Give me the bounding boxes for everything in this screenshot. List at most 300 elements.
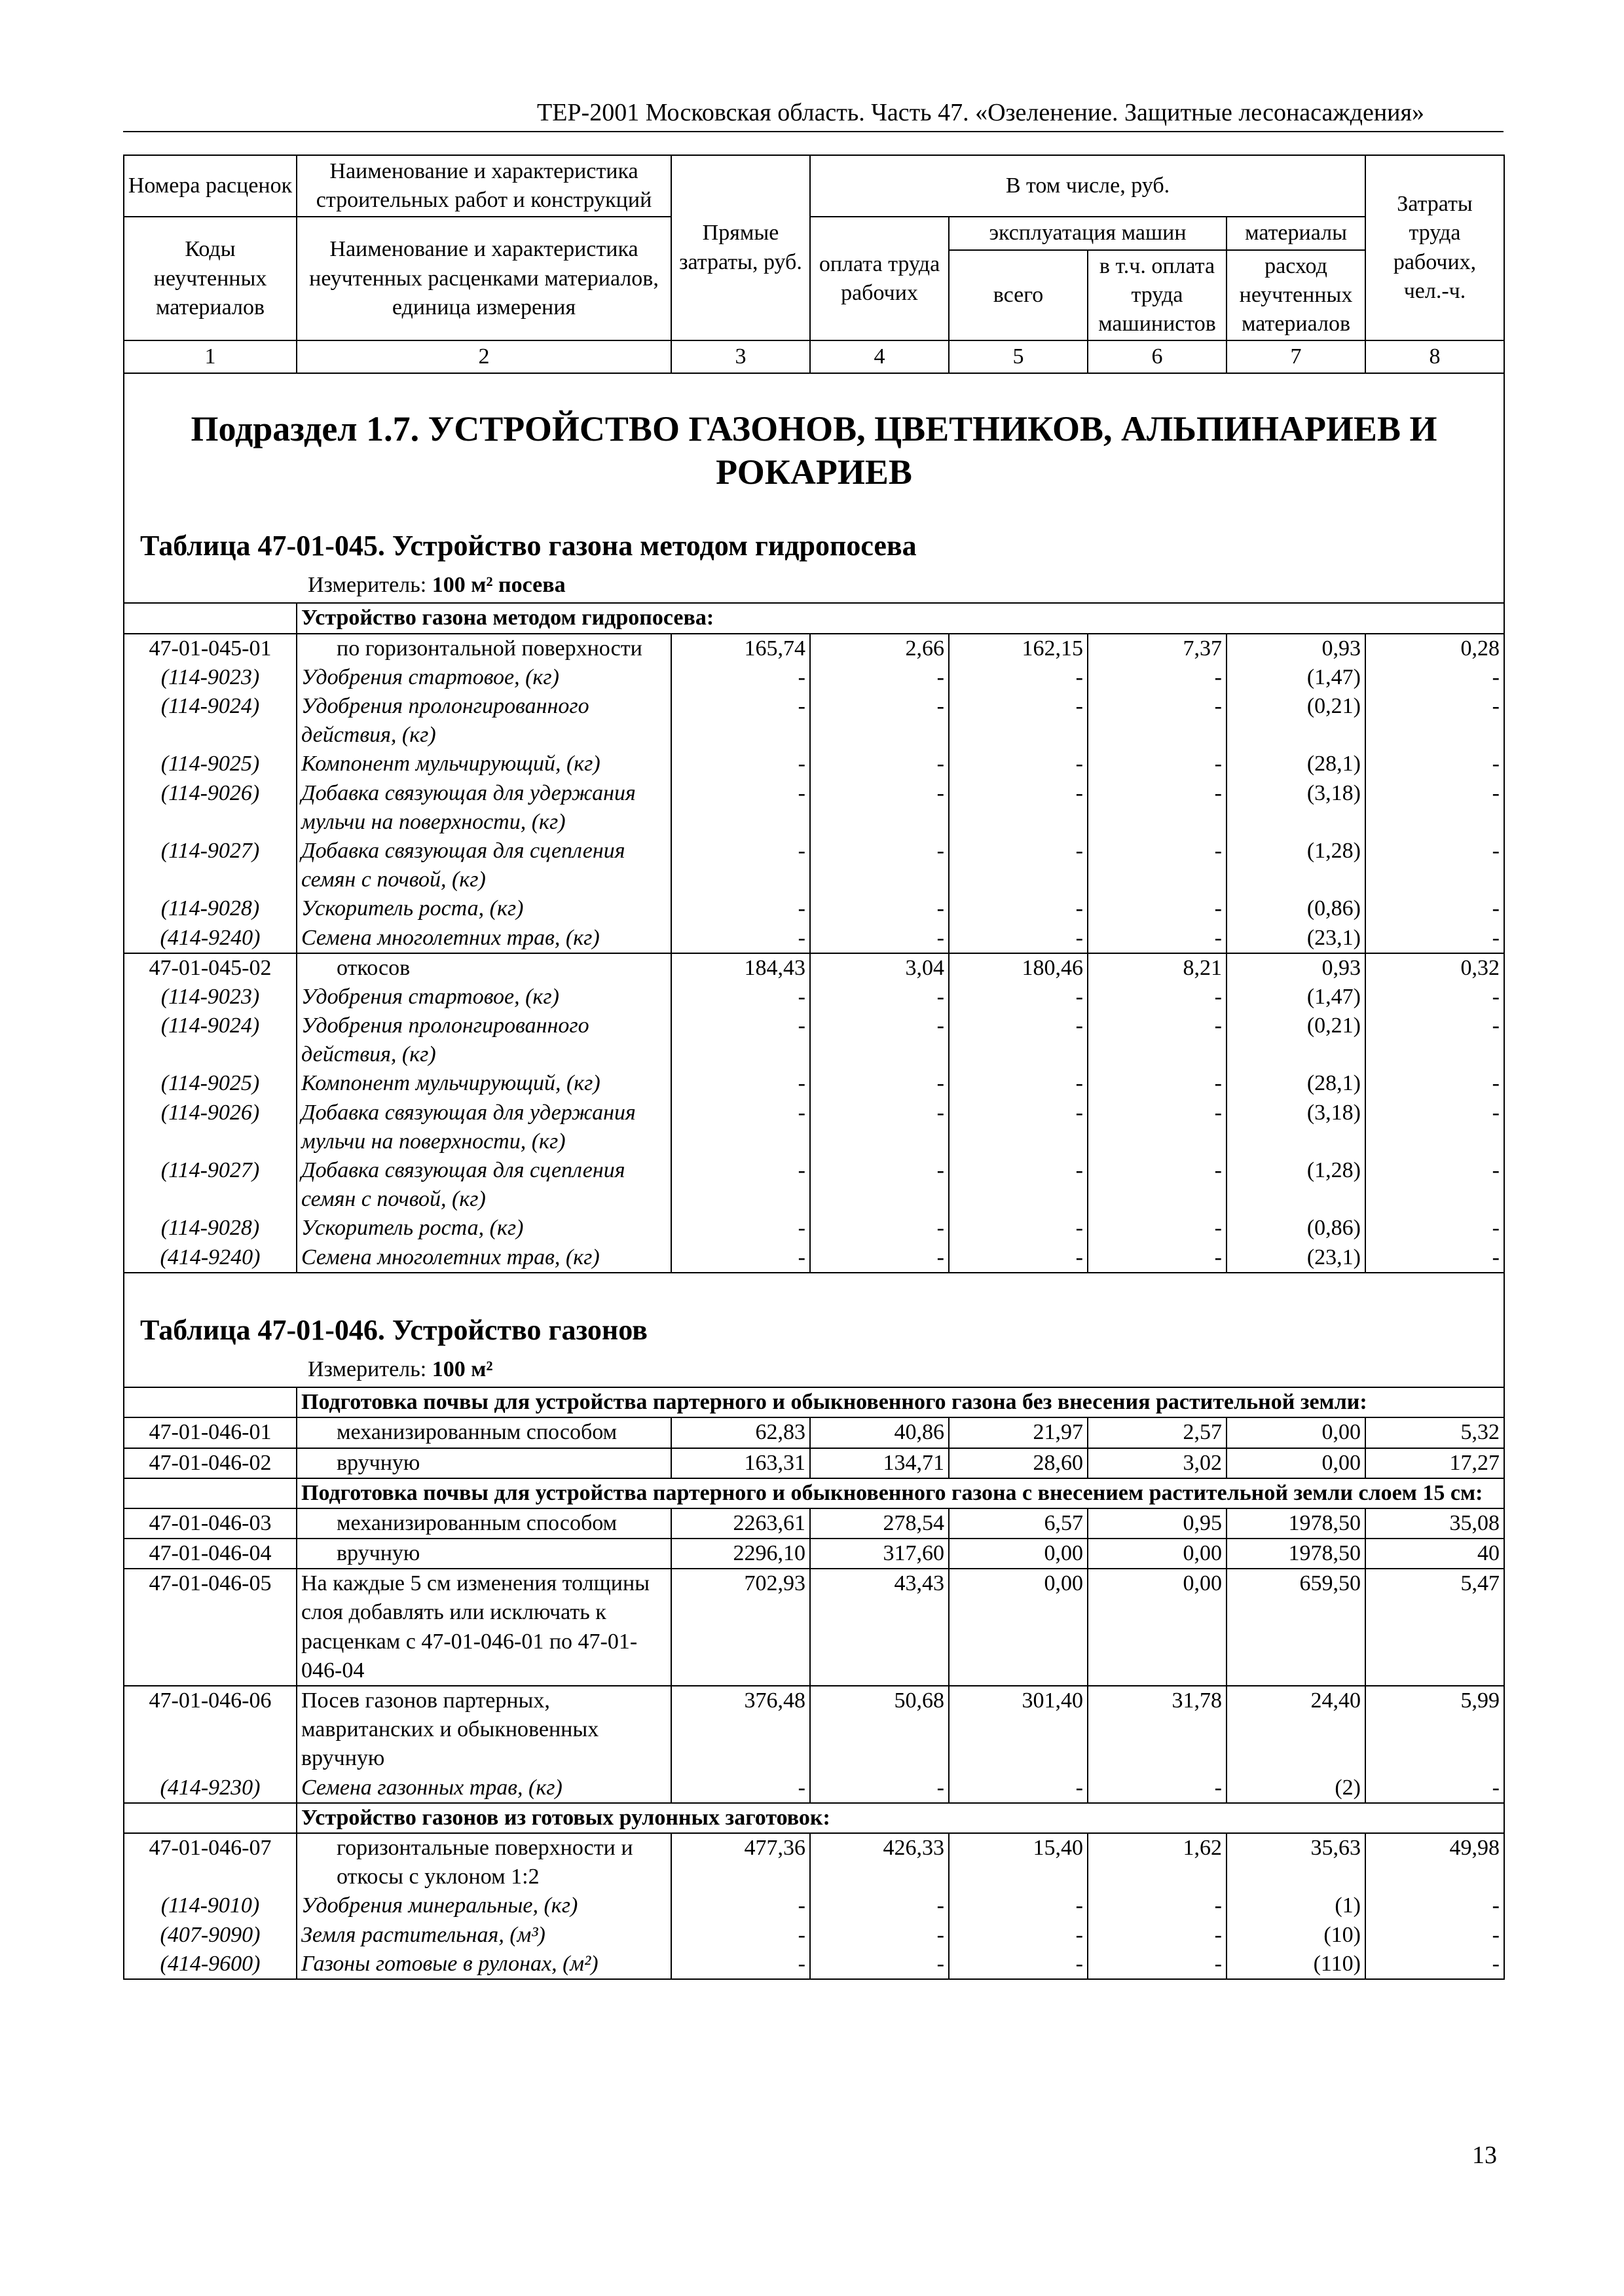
header-row-1 [124,155,1504,217]
row-value: 0,32 [1365,953,1504,983]
row-value: - [1365,1950,1504,1979]
column-numbers-row [124,340,1504,373]
row-value: 24,40 [1227,1686,1365,1774]
row-value: - [810,1243,949,1273]
row-value: - [1365,663,1504,692]
row-code: (114-9026) [124,1099,297,1156]
row-value: - [1365,1069,1504,1098]
column-number: 6 [1088,340,1227,373]
row-value: (0,21) [1227,692,1365,750]
row-code: 47-01-046-04 [124,1539,297,1569]
material-row [124,837,1504,894]
row-code: (114-9028) [124,1214,297,1243]
row-value: - [949,692,1088,750]
row-value: - [1365,1774,1504,1803]
row-value: 317,60 [810,1539,949,1569]
row-value: - [949,1774,1088,1803]
row-name: Ускоритель роста, (кг) [297,894,671,923]
row-name: Удобрения стартовое, (кг) [297,663,671,692]
material-row [124,663,1504,692]
row-code: (114-9010) [124,1891,297,1920]
row-name: Компонент мульчирующий, (кг) [297,1069,671,1098]
row-value: - [949,779,1088,837]
row-code: (414-9230) [124,1774,297,1803]
row-code: (414-9240) [124,1243,297,1273]
row-code: (414-9600) [124,1950,297,1979]
row-value: 15,40 [949,1833,1088,1891]
row-value: - [1365,983,1504,1011]
row-value: 7,37 [1088,634,1227,663]
row-value: - [810,692,949,750]
section-title-row [124,373,1504,514]
running-header: ТЕР-2001 Московская область. Часть 47. «Озеленение. Защитные лесонасаждения» [537,99,1424,126]
row-value: 2,66 [810,634,949,663]
row-value: 376,48 [671,1686,810,1774]
row-name: Удобрения пролонгированного действия, (кг) [297,692,671,750]
table-title: Таблица 47-01-045. Устройство газона методом гидропосева [124,514,1504,567]
material-row [124,750,1504,778]
table-title-row [124,514,1504,567]
row-name: Удобрения стартовое, (кг) [297,983,671,1011]
row-value: - [810,983,949,1011]
row-value: - [949,750,1088,778]
subsection-heading: Подготовка почвы для устройства партерного и обыкновенного газона без внесения растительной земли: [297,1387,1504,1417]
table-meter [124,567,1504,603]
row-name: Земля растительная, (м³) [297,1921,671,1950]
row-value: - [810,1069,949,1098]
row-value: - [671,837,810,894]
table-meter [124,1351,1504,1387]
row-value: (3,18) [1227,1099,1365,1156]
rates-table-body [124,155,1504,1979]
header-col8: Затраты труда рабочих, чел.-ч. [1365,155,1504,340]
row-name: Семена многолетних трав, (кг) [297,1243,671,1273]
header-machines: эксплуатация машин [949,217,1227,249]
row-code: 47-01-046-05 [124,1569,297,1686]
row-value: - [1365,779,1504,837]
row-value: 0,00 [1088,1539,1227,1569]
row-value: - [671,1099,810,1156]
row-value: 0,28 [1365,634,1504,663]
row-value: (110) [1227,1950,1365,1979]
meter-value: 100 м² [432,1357,493,1381]
row-name: На каждые 5 см изменения толщины слоя добавлять или исключать к расценкам с 47-01-046-01 по 47-01-046-04 [297,1569,671,1686]
row-value: 1,62 [1088,1833,1227,1891]
row-value: - [1365,924,1504,953]
table-meter-row [124,1351,1504,1387]
row-code: 47-01-046-06 [124,1686,297,1774]
row-value: 2296,10 [671,1539,810,1569]
spacer [124,1273,1504,1298]
row-value: - [671,1891,810,1920]
header-col3: Прямые затраты, руб. [671,155,810,340]
row-value: 2263,61 [671,1508,810,1539]
row-value: 1978,50 [1227,1539,1365,1569]
header-col6: в т.ч. оплата труда машинистов [1088,250,1227,341]
header-row-2 [124,217,1504,249]
row-value: - [671,894,810,923]
material-row [124,1011,1504,1069]
header-col2-bottom: Наименование и характеристика неучтенных расценками материалов, единица измерения [297,217,671,340]
row-value: 3,04 [810,953,949,983]
row-value: - [949,1243,1088,1273]
material-row [124,1069,1504,1098]
row-value: - [671,750,810,778]
row-code: 47-01-046-07 [124,1833,297,1891]
row-code: 47-01-045-01 [124,634,297,663]
row-code: 47-01-046-01 [124,1417,297,1448]
row-value: 165,74 [671,634,810,663]
rate-row [124,1417,1504,1448]
row-value: - [1088,1099,1227,1156]
subsection-heading-row [124,603,1504,633]
row-value: - [671,663,810,692]
row-value: - [810,1099,949,1156]
material-row [124,692,1504,750]
row-value: - [810,837,949,894]
row-code: (114-9026) [124,779,297,837]
row-value: 702,93 [671,1569,810,1686]
row-value: 5,47 [1365,1569,1504,1686]
row-value: (0,86) [1227,1214,1365,1243]
row-value: - [671,924,810,953]
row-name: горизонтальные поверхности и откосы с уклоном 1:2 [297,1833,671,1891]
row-value: - [949,663,1088,692]
column-number: 1 [124,340,297,373]
row-value: - [1365,1921,1504,1950]
row-value: - [671,1011,810,1069]
row-value: 49,98 [1365,1833,1504,1891]
row-name: вручную [297,1539,671,1569]
row-value: - [810,1891,949,1920]
row-value: 40,86 [810,1417,949,1448]
column-number: 7 [1227,340,1365,373]
row-value: - [1365,1156,1504,1214]
row-value: - [810,1921,949,1950]
rate-row [124,1508,1504,1539]
row-value: 659,50 [1227,1569,1365,1686]
row-value: - [810,779,949,837]
row-name: откосов [297,953,671,983]
row-value: 1978,50 [1227,1508,1365,1539]
rate-row [124,634,1504,663]
row-value: (1,47) [1227,983,1365,1011]
row-value: - [949,1099,1088,1156]
row-value: - [671,1243,810,1273]
row-value: (1,47) [1227,663,1365,692]
row-value: - [1088,692,1227,750]
row-value: - [1365,750,1504,778]
subsection-heading: Подготовка почвы для устройства партерного и обыкновенного газона с внесением растительной земли слоем 15 см: [297,1478,1504,1508]
row-value: - [671,692,810,750]
meter-label: Измеритель: [308,573,432,598]
row-value: - [949,1069,1088,1098]
material-row [124,1214,1504,1243]
row-value: - [671,779,810,837]
row-value: 17,27 [1365,1448,1504,1478]
row-value: - [1088,1891,1227,1920]
subsection-heading-row [124,1803,1504,1833]
row-value: - [1088,1156,1227,1214]
row-value: - [1088,837,1227,894]
row-value: 40 [1365,1539,1504,1569]
material-row [124,1891,1504,1920]
row-value: - [1088,663,1227,692]
row-value: - [1088,1774,1227,1803]
row-value: - [671,1950,810,1979]
row-code: (114-9023) [124,983,297,1011]
row-value: 180,46 [949,953,1088,983]
row-name: по горизонтальной поверхности [297,634,671,663]
subsection-heading-row [124,1387,1504,1417]
row-value: - [1088,983,1227,1011]
material-row [124,1243,1504,1273]
row-value: - [1088,1950,1227,1979]
header-col7: расход неучтенных материалов [1227,250,1365,341]
rate-row [124,1569,1504,1686]
row-code: 47-01-046-02 [124,1448,297,1478]
row-value: (0,86) [1227,894,1365,923]
row-value: 21,97 [949,1417,1088,1448]
row-value: - [1365,1011,1504,1069]
subsection-spacer [124,1803,297,1833]
row-value: - [1088,1011,1227,1069]
row-value: 28,60 [949,1448,1088,1478]
row-value: - [1365,692,1504,750]
material-row [124,894,1504,923]
row-name: Компонент мульчирующий, (кг) [297,750,671,778]
subsection-heading: Устройство газона методом гидропосева: [297,603,1504,633]
row-value: - [1088,779,1227,837]
row-name: Удобрения пролонгированного действия, (кг) [297,1011,671,1069]
row-value: (1,28) [1227,1156,1365,1214]
row-value: - [671,1156,810,1214]
row-value: - [949,837,1088,894]
row-value: - [810,750,949,778]
meter-label: Измеритель: [308,1357,432,1381]
row-value: - [1365,1891,1504,1920]
row-name: Ускоритель роста, (кг) [297,1214,671,1243]
rate-row [124,1448,1504,1478]
row-name: Добавка связующая для сцепления семян с почвой, (кг) [297,1156,671,1214]
row-name: Добавка связующая для сцепления семян с почвой, (кг) [297,837,671,894]
row-value: - [1365,1099,1504,1156]
material-row [124,779,1504,837]
row-value: 35,63 [1227,1833,1365,1891]
row-value: - [810,1214,949,1243]
row-value: 31,78 [1088,1686,1227,1774]
header-rule [123,131,1504,132]
row-code: 47-01-045-02 [124,953,297,983]
row-value: - [1365,1243,1504,1273]
row-value: (28,1) [1227,1069,1365,1098]
row-value: 477,36 [671,1833,810,1891]
column-number: 8 [1365,340,1504,373]
row-code: (114-9028) [124,894,297,923]
row-value: - [1088,894,1227,923]
row-value: 134,71 [810,1448,949,1478]
row-value: 0,00 [1227,1448,1365,1478]
row-value: - [1088,750,1227,778]
row-value: 0,00 [1227,1417,1365,1448]
row-name: Удобрения минеральные, (кг) [297,1891,671,1920]
row-value: 35,08 [1365,1508,1504,1539]
row-value: 3,02 [1088,1448,1227,1478]
row-name: Добавка связующая для удержания мульчи на поверхности, (кг) [297,779,671,837]
row-value: - [949,1950,1088,1979]
row-code: (114-9023) [124,663,297,692]
document-body [123,155,1504,1980]
row-value: - [671,1069,810,1098]
row-name: Добавка связующая для удержания мульчи на поверхности, (кг) [297,1099,671,1156]
row-value: - [949,1214,1088,1243]
row-value: - [810,1011,949,1069]
rate-row [124,953,1504,983]
row-value: - [1365,837,1504,894]
row-value: - [1365,894,1504,923]
section-title: Подраздел 1.7. УСТРОЙСТВО ГАЗОНОВ, ЦВЕТНИКОВ, АЛЬПИНАРИЕВ И РОКАРИЕВ [124,373,1504,514]
row-code: (114-9024) [124,692,297,750]
column-number: 4 [810,340,949,373]
row-value: - [949,1156,1088,1214]
material-row [124,1156,1504,1214]
header-col1-top: Номера расценок [124,155,297,217]
table-title-row [124,1298,1504,1351]
row-value: - [949,983,1088,1011]
row-value: (23,1) [1227,924,1365,953]
row-code: (114-9024) [124,1011,297,1069]
row-value: - [949,1921,1088,1950]
rate-row [124,1686,1504,1774]
row-value: - [810,1950,949,1979]
row-value: 8,21 [1088,953,1227,983]
row-name: механизированным способом [297,1417,671,1448]
subsection-spacer [124,603,297,633]
material-row [124,924,1504,953]
row-value: - [671,1214,810,1243]
row-value: - [949,924,1088,953]
row-value: - [1088,1214,1227,1243]
row-value: 0,93 [1227,634,1365,663]
column-number: 2 [297,340,671,373]
row-code: (114-9027) [124,1156,297,1214]
material-row [124,1099,1504,1156]
row-value: - [1088,1243,1227,1273]
row-value: 301,40 [949,1686,1088,1774]
row-value: - [671,983,810,1011]
row-value: (28,1) [1227,750,1365,778]
row-value: (2) [1227,1774,1365,1803]
row-value: 184,43 [671,953,810,983]
row-value: (0,21) [1227,1011,1365,1069]
header-including: В том числе, руб. [810,155,1365,217]
row-value: 62,83 [671,1417,810,1448]
material-row [124,1950,1504,1979]
row-value: - [810,1774,949,1803]
page-number: 13 [1472,2141,1497,2169]
row-value: 2,57 [1088,1417,1227,1448]
material-row [124,1921,1504,1950]
header-col4: оплата труда рабочих [810,217,949,340]
column-number: 3 [671,340,810,373]
row-value: 5,32 [1365,1417,1504,1448]
row-name: вручную [297,1448,671,1478]
meter-value: 100 м² посева [432,573,566,598]
header-col2-top: Наименование и характеристика строительных работ и конструкций [297,155,671,217]
row-value: 0,00 [949,1539,1088,1569]
row-value: 43,43 [810,1569,949,1686]
header-col5: всего [949,250,1088,341]
row-value: - [671,1921,810,1950]
rate-row [124,1539,1504,1569]
material-row [124,983,1504,1011]
subsection-spacer [124,1478,297,1508]
row-code: (114-9025) [124,750,297,778]
row-value: 0,00 [949,1569,1088,1686]
spacer-row [124,1273,1504,1298]
row-name: Газоны готовые в рулонах, (м²) [297,1950,671,1979]
row-value: - [810,1156,949,1214]
row-value: (10) [1227,1921,1365,1950]
row-value: - [810,663,949,692]
row-code: (114-9025) [124,1069,297,1098]
row-value: - [1088,1921,1227,1950]
row-value: (1,28) [1227,837,1365,894]
row-value: 163,31 [671,1448,810,1478]
row-name: механизированным способом [297,1508,671,1539]
row-value: - [1365,1214,1504,1243]
row-value: - [949,894,1088,923]
row-value: - [1088,1069,1227,1098]
row-value: (3,18) [1227,779,1365,837]
rate-row [124,1833,1504,1891]
row-value: 162,15 [949,634,1088,663]
row-value: 426,33 [810,1833,949,1891]
row-code: 47-01-046-03 [124,1508,297,1539]
row-value: 278,54 [810,1508,949,1539]
row-code: (407-9090) [124,1921,297,1950]
material-row [124,1774,1504,1803]
row-value: - [671,1774,810,1803]
row-value: - [949,1891,1088,1920]
header-col1-bottom: Коды неучтенных материалов [124,217,297,340]
row-value: 50,68 [810,1686,949,1774]
row-value: - [810,894,949,923]
row-value: 0,95 [1088,1508,1227,1539]
subsection-heading-row [124,1478,1504,1508]
row-value: 0,93 [1227,953,1365,983]
row-value: - [949,1011,1088,1069]
row-code: (114-9027) [124,837,297,894]
row-value: (23,1) [1227,1243,1365,1273]
column-number: 5 [949,340,1088,373]
subsection-heading: Устройство газонов из готовых рулонных заготовок: [297,1803,1504,1833]
header-materials: материалы [1227,217,1365,249]
row-name: Семена газонных трав, (кг) [297,1774,671,1803]
row-value: 6,57 [949,1508,1088,1539]
row-value: 5,99 [1365,1686,1504,1774]
row-value: - [810,924,949,953]
row-name: Посев газонов партерных, мавританских и обыкновенных вручную [297,1686,671,1774]
row-value: 0,00 [1088,1569,1227,1686]
row-value: (1) [1227,1891,1365,1920]
rates-table [123,155,1505,1980]
row-value: - [1088,924,1227,953]
table-title: Таблица 47-01-046. Устройство газонов [124,1298,1504,1351]
row-name: Семена многолетних трав, (кг) [297,924,671,953]
subsection-spacer [124,1387,297,1417]
row-code: (414-9240) [124,924,297,953]
